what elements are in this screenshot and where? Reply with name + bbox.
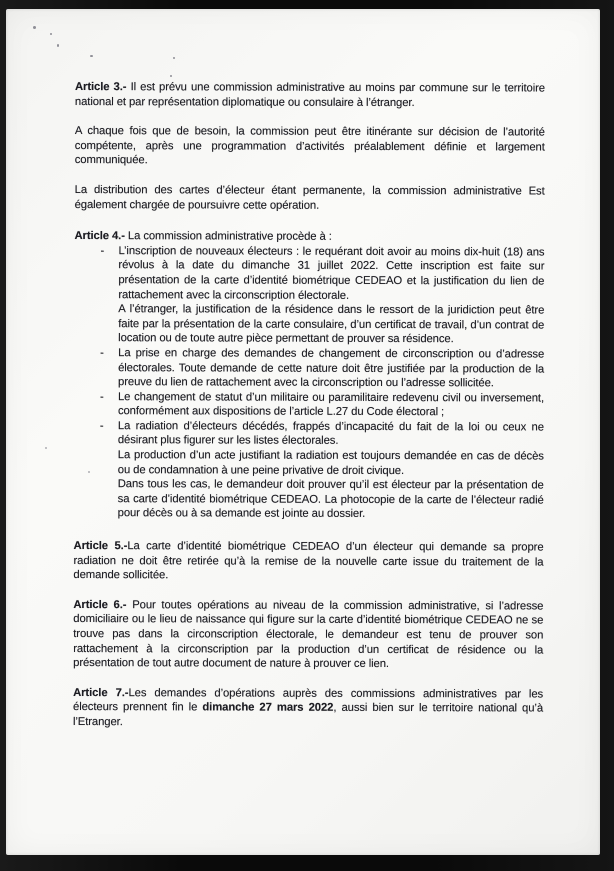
text-run: La prise en charge des demandes de changement de circonscription ou d’adresse électorales. Toute demande de cette nature doit être justifiée par la production de la preuve du lien de rattachement avec la circonscription ou l’adresse sollicitée. <box>118 347 545 390</box>
bold-text-run: Article 3.- <box>74 80 131 94</box>
text-run: Le changement de statut d’un militaire ou paramilitaire redevenu civil ou inversement, conformément aux dispositions de l’article L.27 du Code électoral ; <box>117 390 545 419</box>
list-item-paragraph <box>118 244 544 304</box>
scan-speckle <box>170 75 172 77</box>
paragraph-article-5 <box>73 539 543 584</box>
bold-text-run: Article 6.- <box>73 598 133 611</box>
scan-speckle <box>90 55 93 57</box>
list-item <box>74 390 544 421</box>
bold-text-run: Article 5.- <box>73 540 128 553</box>
paragraph-commission-itinerante <box>75 124 545 169</box>
bold-text-run: Article 7.- <box>73 686 129 699</box>
list-item <box>74 244 544 348</box>
text-run: La radiation d’électeurs décédés, frappés d’incapacité du fait de la loi ou ceux ne désirant plus figurer sur les listes électorales. <box>117 420 544 448</box>
text-run: , aussi bien sur le territoire national qu’à l’Etranger. <box>72 702 544 729</box>
list-item-paragraph <box>118 448 544 479</box>
list-dash-marker: - <box>100 346 104 359</box>
bold-text-run: Article 4.- <box>74 230 128 243</box>
list-item-paragraph <box>118 477 544 522</box>
list-item <box>74 419 544 523</box>
article-4-list <box>74 244 545 523</box>
paragraph-article-6 <box>73 598 543 672</box>
scanned-page <box>6 9 600 855</box>
scan-speckle <box>50 33 52 35</box>
scan-speckle <box>57 44 59 47</box>
list-dash-marker: - <box>100 244 105 257</box>
text-run: Il est prévu une commission administrative au moins par commune sur le territoire national et par représentation diplomatique ou consulaire à l’étranger. <box>74 81 545 109</box>
scan-speckle <box>33 26 36 29</box>
list-item-paragraph <box>118 346 544 391</box>
list-item <box>74 346 544 391</box>
text-run: L’inscription de nouveaux électeurs : le requérant doit avoir au moins dix-huit (18) ans révolus à la date du dimanche 31 juillet 2022. Cette inscription est faite sur présentation de la carte d’identité biométrique CEDEAO et la justification du lien de rattachement avec la circonscription électorale. <box>118 244 545 302</box>
list-item-paragraph <box>118 390 544 421</box>
text-run: Les demandes d’opérations auprès des commissions administratives par les électeurs prennent fin le <box>73 686 544 714</box>
text-run: La production d’un acte justifiant la radiation est toujours demandée en cas de décès ou de condamnation à une peine privative de droit civique. <box>117 449 544 477</box>
list-dash-marker: - <box>99 390 104 403</box>
list-item-paragraph <box>118 419 544 450</box>
paragraph-article-7 <box>73 686 543 731</box>
scan-speckle <box>45 447 47 449</box>
text-run: La distribution des cartes d’électeur étant permanente, la commission administrative Est également chargée de poursuivre cette opération. <box>74 183 545 212</box>
paragraph-article-4-intro <box>74 229 544 245</box>
paragraph-distribution-cartes <box>75 183 545 214</box>
text-run: A l’étranger, la justification de la résidence dans le ressort de la juridiction peut être faite par la présentation de la carte consulaire, d’un certificat de travail, d’un contrat de location ou de toute autre pièce permettant de prouver sa résidence. <box>118 303 545 346</box>
text-run: Dans tous les cas, le demandeur doit prouver qu’il est électeur par la présentation de sa carte d’identité biométrique CEDEAO. La photocopie de la carte de l’électeur radié pour décès ou à sa demande est jointe au dossier. <box>117 478 544 521</box>
text-run: A chaque fois que de besoin, la commission peut être itinérante sur décision de l’autorité compétente, après une programmation d’activités préalablement définie et largement communiquée. <box>74 125 545 167</box>
document-content <box>73 80 545 746</box>
paragraph-article-3 <box>75 80 545 111</box>
text-run: La commission administrative procède à : <box>127 230 332 243</box>
text-run: Pour toutes opérations au niveau de la commission administrative, si l’adresse domiciliaire ou le lieu de naissance qui figure sur la carte d’identité biométrique CEDEAO ne se trouve pas dans la circonscription électorale, le demandeur est tenu de prouver son rattachement à la circonscription par la production d’un certificat de résidence ou la présentation de tout autre document de nature à prouver ce lien. <box>73 598 544 671</box>
list-item-paragraph <box>118 302 544 347</box>
bold-text-run: dimanche 27 mars 2022 <box>202 701 334 715</box>
list-dash-marker: - <box>99 419 104 432</box>
scan-speckle <box>173 57 175 59</box>
text-run: La carte d’identité biométrique CEDEAO d’un électeur qui demande sa propre radiation ne doit être retirée qu’à la remise de la nouvelle carte issue du traitement de la demande sollicitée. <box>73 540 544 582</box>
